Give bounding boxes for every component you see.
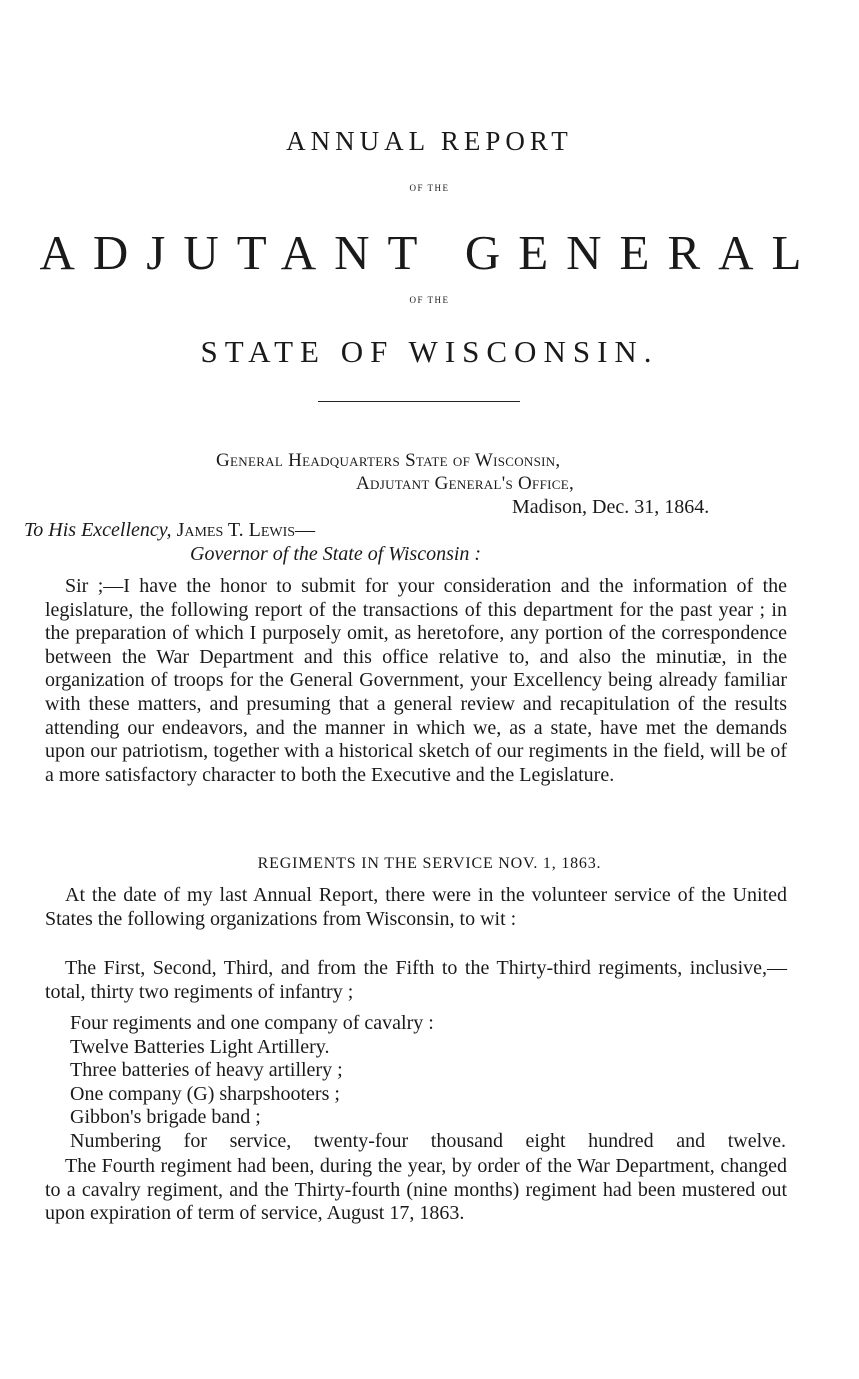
office-title: ADJUTANT GENERAL: [39, 225, 820, 280]
list-item: Four regiments and one company of cavalry :: [70, 1012, 434, 1034]
list-item: Three batteries of heavy artillery ;: [70, 1059, 343, 1082]
title-connector-of-the: OF THE: [409, 183, 450, 193]
section-heading: REGIMENTS IN THE SERVICE NOV. 1, 1863.: [257, 855, 602, 872]
title-connector-of-the-2: OF THE: [409, 295, 450, 305]
report-title: ANNUAL REPORT: [286, 126, 573, 156]
office-line: Adjutant General's Office,: [356, 473, 574, 494]
salutation-prefix: To His Excellency,: [24, 519, 172, 541]
list-item: Numbering for service, twenty-four thousand eight hundred and twelve.: [70, 1129, 786, 1152]
paragraph-fourth-regiment: The Fourth regiment had been, during the year, by order of the War Department, changed to a cavalry regiment, and the Thirty-fourth (nine months) regiment had been mustered out upon expiration of term of service, August 17, 1863.: [45, 1155, 787, 1225]
organizations-list: [70, 1012, 790, 1154]
governor-title-text: Governor of the State of Wisconsin :: [190, 543, 482, 565]
governor-title: [190, 543, 481, 566]
list-item: One company (G) sharpshooters ;: [70, 1082, 340, 1105]
headquarters-line: General Headquarters State of Wisconsin,: [216, 450, 561, 471]
state-title: STATE OF WISCONSIN.: [200, 334, 659, 369]
intro-paragraph: Sir ;—I have the honor to submit for your consideration and the information of the legislature, the following report of the transactions of this department for the past year ; in the preparation of which I purposely omit, as heretofore, any portion of the correspondence between the War Department and this office relative to, and also the minutiæ, in the organization of troops for the General Government, your Excellency being already familiar with these matters, and presuming that a general review and recapitulation of the results attending our endeavors, and the manner in which we, as a state, have met the demands upon our patriotism, together with a historical sketch of our regiments in the field, will be of a more satisfactory character to both the Executive and the Legislature.: [45, 575, 787, 786]
list-item: Twelve Batteries Light Artillery.: [70, 1035, 330, 1058]
salutation-line: [24, 519, 315, 542]
letter-date: Madison, Dec. 31, 1864.: [512, 496, 710, 518]
title-divider: [318, 401, 520, 402]
governor-name: James T. Lewis—: [176, 519, 316, 541]
paragraph-last-report: At the date of my last Annual Report, there were in the volunteer service of the United States the following organizations from Wisconsin, to wit :: [45, 884, 787, 930]
list-item: Gibbon's brigade band ;: [70, 1106, 261, 1129]
paragraph-infantry: The First, Second, Third, and from the Fifth to the Thirty-third regiments, inclusive,—total, thirty two regiments of infantry ;: [45, 957, 787, 1003]
